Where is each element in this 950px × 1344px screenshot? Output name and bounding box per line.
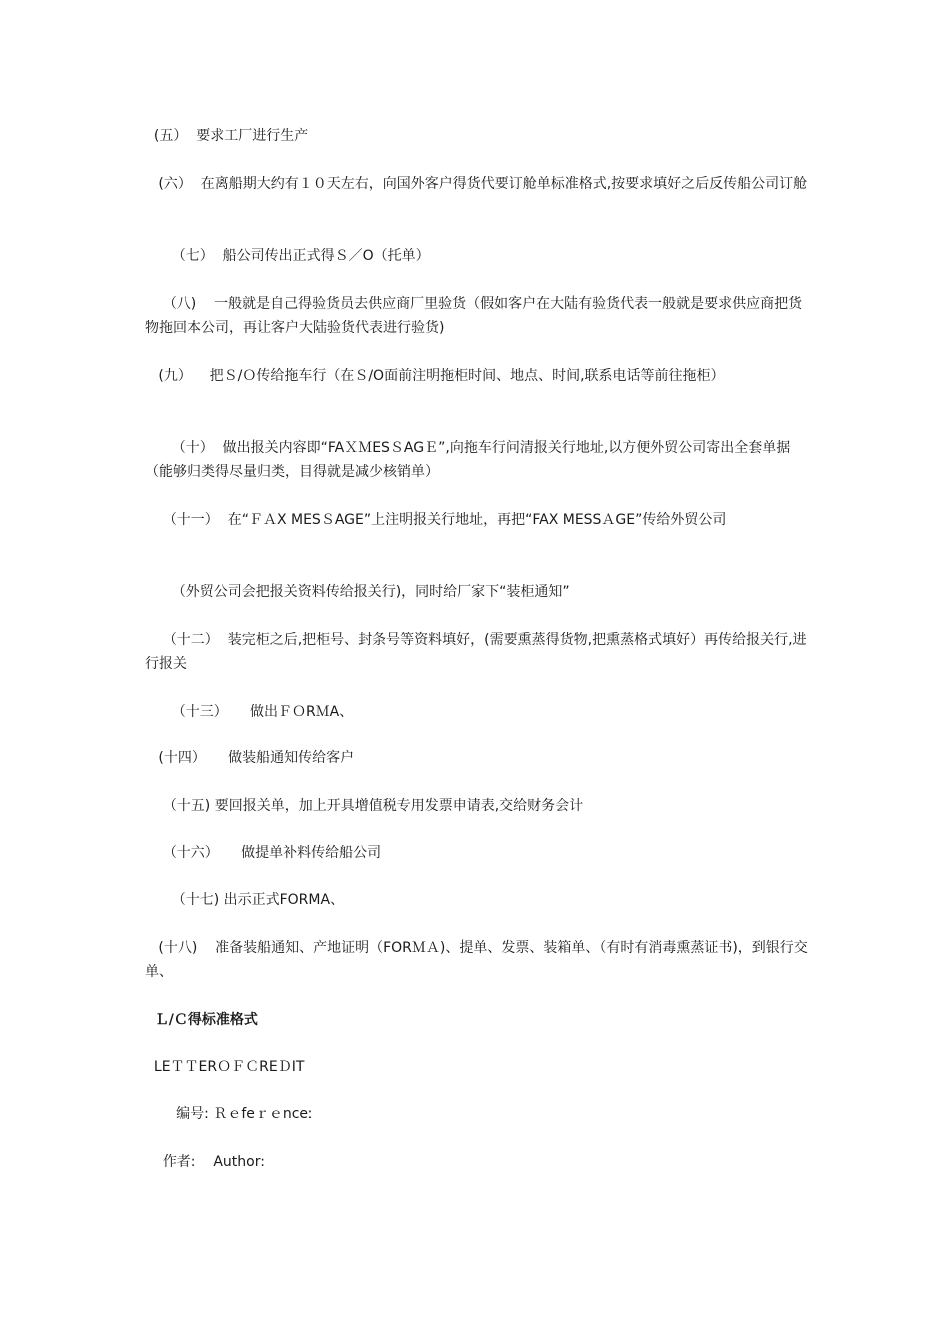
paragraph-step-6: (六） 在离船期大约有１０天左右，向国外客户得货代要订舱单标准格式,按要求填好之后反传船公司订舱: [145, 176, 808, 192]
paragraph-step-9: (九） 把Ｓ/Ｏ传给拖车行（在Ｓ/O面前注明拖柜时间、地点、时间,联系电话等前往拖柜）: [145, 368, 725, 384]
paragraph-step-13: （十三） 做出ＦＯRＭA、: [145, 704, 354, 720]
reference-line: 编号: Ｒｅfeｒｅnceː: [145, 1106, 313, 1122]
section-title-lc-format: Ｌ/Ｃ得标准格式: [145, 1012, 258, 1028]
lc-title: LEＴＴERＯＦＣREＤIT: [145, 1059, 305, 1075]
paragraph-step-7: （七） 船公司传出正式得Ｓ／O（托单）: [145, 248, 430, 264]
paragraph-step-15: （十五) 要回报关单，加上开具增值税专用发票申请表,交给财务会计: [145, 798, 584, 814]
paragraph-step-14: (十四） 做装船通知传给客户: [145, 750, 355, 766]
paragraph-step-11-note: （外贸公司会把报关资料传给报关行)，同时给厂家下“装柜通知”: [145, 584, 570, 600]
author-line: 作者: Author:: [145, 1154, 265, 1170]
paragraph-step-8: （八) 一般就是自己得验货员去供应商厂里验货（假如客户在大陆有验货代表一般就是要求供应商把货物拖回本公司，再让客户大陆验货代表进行验货): [145, 296, 803, 336]
paragraph-step-18: (十八) 准备装船通知、产地证明（FORＭＡ)、提单、发票、装箱单、（有时有消毒熏蒸证书)，到银行交单、: [145, 940, 808, 980]
paragraph-step-17: （十七) 出示正式FORMA、: [145, 892, 345, 908]
paragraph-step-10: （十） 做出报关内容即“FAＸＭESＳAGＥ”,向拖车行问清报关行地址,以方便外贸公司寄出全套单据（能够归类得尽量归类，目得就是减少核销单）: [145, 440, 791, 480]
paragraph-step-12: （十二） 装完柜之后,把柜号、封条号等资料填好，(需要熏蒸得货物,把熏蒸格式填好）再传给报关行,进行报关: [145, 632, 807, 672]
paragraph-step-11: （十一） 在“ＦＡX MESＳAGE”上注明报关行地址，再把“FAX MESSＡGE”传给外贸公司: [145, 512, 727, 528]
paragraph-step-5: (五） 要求工厂进行生产: [145, 128, 309, 144]
paragraph-step-16: （十六） 做提单补料传给船公司: [145, 845, 382, 861]
